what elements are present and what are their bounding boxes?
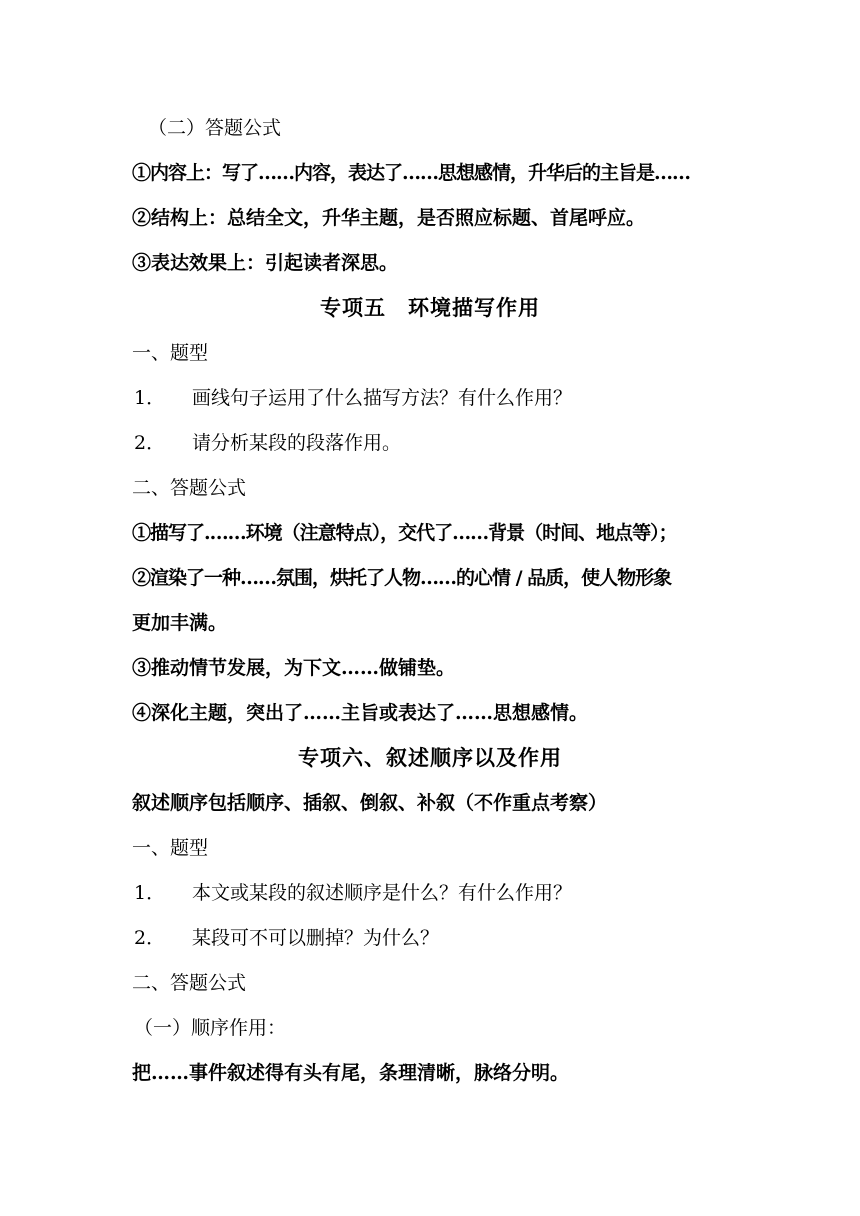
type-heading-5: 一、题型 xyxy=(132,342,209,364)
formula-line-content: ①内容上：写了……内容，表达了……思想感情，升华后的主旨是…… xyxy=(132,162,691,184)
question-text: 本文或某段的叙述顺序是什么？有什么作用？ xyxy=(192,882,573,904)
formula-line-plot: ③推动情节发展，为下文……做铺垫。 xyxy=(132,657,456,679)
question-item-5-1 xyxy=(134,385,572,411)
question-item-5-2 xyxy=(134,430,401,456)
formula-line-atmosphere: ②渲染了一种……氛围，烘托了人物……的心情 / 品质，使人物形象 xyxy=(132,567,672,589)
question-text: 请分析某段的段落作用。 xyxy=(192,432,402,454)
formula-heading-6: 二、答题公式 xyxy=(132,972,247,994)
question-item-6-2 xyxy=(134,925,439,951)
section-intro-6: 叙述顺序包括顺序、插叙、倒叙、补叙（不作重点考察） xyxy=(132,792,608,814)
formula-line-theme: ④深化主题，突出了……主旨或表达了……思想感情。 xyxy=(132,702,589,724)
type-heading-6: 一、题型 xyxy=(132,837,209,859)
question-number: 2． xyxy=(134,432,166,454)
question-item-6-1 xyxy=(134,880,572,906)
formula-subheading: （二）答题公式 xyxy=(148,117,282,139)
formula-line-atmosphere-cont: 更加丰满。 xyxy=(132,612,228,634)
question-number: 1． xyxy=(134,387,166,409)
order-subheading: （一）顺序作用： xyxy=(134,1017,287,1039)
formula-line-effect: ③表达效果上：引起读者深思。 xyxy=(132,252,399,274)
question-number: 1． xyxy=(134,882,166,904)
formula-line-describe: ①描写了.……环境（注意特点），交代了……背景（时间、地点等）； xyxy=(132,522,677,544)
section-title-6: 专项六、叙述顺序以及作用 xyxy=(298,745,562,770)
formula-line-structure: ②结构上：总结全文，升华主题，是否照应标题、首尾呼应。 xyxy=(132,207,646,229)
formula-heading-5: 二、答题公式 xyxy=(132,477,247,499)
section-title-5: 专项五 环境描写作用 xyxy=(320,295,540,320)
question-text: 某段可不可以删掉？为什么？ xyxy=(192,927,440,949)
order-answer: 把……事件叙述得有头有尾，条理清晰，脉络分明。 xyxy=(132,1062,570,1084)
question-text: 画线句子运用了什么描写方法？有什么作用？ xyxy=(192,387,573,409)
question-number: 2． xyxy=(134,927,166,949)
